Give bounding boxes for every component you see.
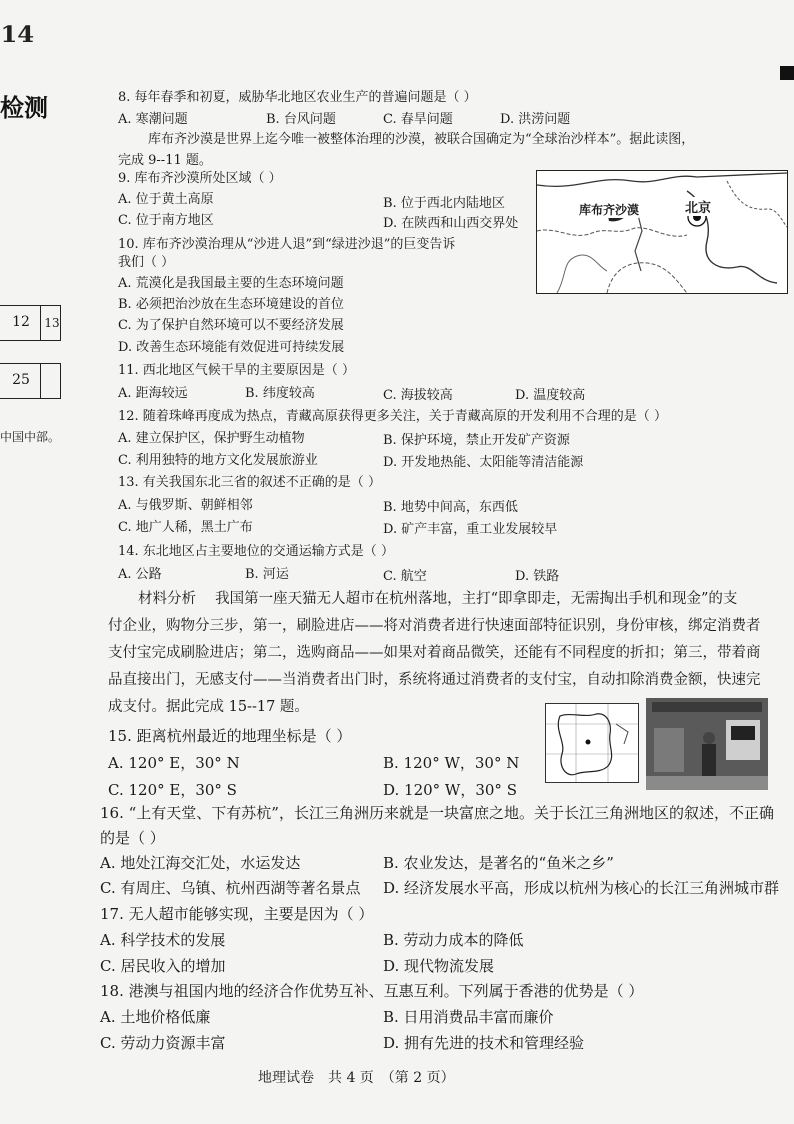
q12-option-c: C. 利用独特的地方文化发展旅游业 [118,453,318,468]
unmanned-supermarket-photo [646,698,768,790]
q17-option-c: C. 居民收入的增加 [100,957,226,975]
q12-option-a: A. 建立保护区，保护野生动植物 [118,431,305,446]
q8-option-b: B. 台风问题 [266,112,336,127]
desert-location-map [536,170,788,294]
intro-9-11-line2: 完成 9--11 题。 [118,153,212,168]
q11-option-b: B. 纬度较高 [245,386,315,401]
q14-option-d: D. 铁路 [515,569,560,584]
question-16-stem-line2: 的是（ ） [100,829,165,847]
page-footer: 地理试卷 共 4 页 （第 2 页） [258,1070,455,1086]
question-8-stem: 8. 每年春季和初夏，威胁华北地区农业生产的普遍问题是（ ） [118,90,477,105]
q10-option-a: A. 荒漠化是我国最主要的生态环境问题 [118,276,344,291]
q18-option-a: A. 土地价格低廉 [100,1008,211,1026]
question-10-stem-line1: 10. 库布齐沙漠治理从“沙进人退”到“绿进沙退”的巨变告诉 [118,237,456,252]
hangzhou-map [545,703,639,783]
q9-option-d: D. 在陕西和山西交界处 [383,216,519,231]
q8-option-a: A. 寒潮问题 [118,112,188,127]
q15-option-a: A. 120° E，30° N [108,754,240,772]
q13-option-b: B. 地势中间高，东西低 [383,500,518,515]
question-16-stem-line1: 16. “上有天堂、下有苏杭”，长江三角洲历来就是一块富庶之地。关于长江三角洲地区的叙述，不正确 [100,804,774,822]
material-line-1: 材料分析 我国第一座天猫无人超市在杭州落地，主打“即拿即走，无需掏出手机和现金”的支 [138,591,738,607]
map-label-beijing: 北京 [685,197,711,216]
q16-option-b: B. 农业发达，是著名的“鱼米之乡” [383,854,614,872]
q12-option-d: D. 开发地热能、太阳能等清洁能源 [383,455,584,470]
q16-option-a: A. 地处江海交汇处，水运发达 [100,854,301,872]
q11-option-d: D. 温度较高 [515,388,586,403]
q9-option-c: C. 位于南方地区 [118,213,214,228]
question-18-stem: 18. 港澳与祖国内地的经济合作优势互补、互惠互利。下列属于香港的优势是（ ） [100,982,644,1000]
q16-option-c: C. 有周庄、乌镇、杭州西湖等著名景点 [100,879,361,897]
fragment-cell: 25 [12,372,30,388]
q18-option-c: C. 劳动力资源丰富 [100,1034,226,1052]
q14-option-a: A. 公路 [118,567,162,582]
question-17-stem: 17. 无人超市能够实现，主要是因为（ ） [100,905,374,923]
q13-option-c: C. 地广人稀，黑土广布 [118,520,253,535]
material-line-3: 支付宝完成刷脸进店；第二，选购商品——如果对着商品微笑，还能有不同程度的折扣；第三，带着商 [108,645,761,661]
q9-option-b: B. 位于西北内陆地区 [383,196,505,211]
material-line-4: 品直接出门，无感支付——当消费者出门时，系统将通过消费者的支付宝，自动扣除消费金额，快速完 [108,672,761,688]
question-9-stem: 9. 库布齐沙漠所处区域（ ） [118,171,282,186]
page-fragment-title: 检测 [0,93,48,122]
material-line-2: 付企业，购物分三步，第一，刷脸进店——将对消费者进行快速面部特征识别，身份审核，绑定消费者 [108,618,761,634]
q18-option-b: B. 日用消费品丰富而廉价 [383,1008,554,1026]
q12-option-b: B. 保护环境，禁止开发矿产资源 [383,433,570,448]
q10-option-b: B. 必须把治沙放在生态环境建设的首位 [118,297,344,312]
fragment-row [0,363,61,399]
q17-option-d: D. 现代物流发展 [383,957,495,975]
question-10-stem-line2: 我们（ ） [118,255,175,270]
q11-option-c: C. 海拔较高 [383,388,453,403]
edge-mark [780,66,794,80]
fragment-cell [40,364,63,398]
material-line-5: 成支付。据此完成 15--17 题。 [108,699,309,715]
q8-option-c: C. 春旱问题 [383,112,453,127]
question-13-stem: 13. 有关我国东北三省的叙述不正确的是（ ） [118,475,381,490]
intro-9-11-line1: 库布齐沙漠是世界上迄今唯一被整体治理的沙漠，被联合国确定为“全球治沙样本”。据此读图， [148,132,695,147]
question-15-stem: 15. 距离杭州最近的地理坐标是（ ） [108,727,352,745]
q17-option-b: B. 劳动力成本的降低 [383,931,524,949]
fragment-table [0,305,64,417]
q9-option-a: A. 位于黄土高原 [118,192,214,207]
question-14-stem: 14. 东北地区占主要地位的交通运输方式是（ ） [118,544,394,559]
q14-option-c: C. 航空 [383,569,427,584]
fragment-cell: 12 [12,314,30,330]
q13-option-d: D. 矿产丰富，重工业发展较早 [383,522,558,537]
map-drawing [537,171,787,293]
q15-option-d: D. 120° W，30° S [383,781,517,799]
q15-option-b: B. 120° W，30° N [383,754,520,772]
q10-option-c: C. 为了保护自然环境可以不要经济发展 [118,318,344,333]
q13-option-a: A. 与俄罗斯、朝鲜相邻 [118,498,253,513]
q8-option-d: D. 洪涝问题 [500,112,571,127]
q18-option-d: D. 拥有先进的技术和管理经验 [383,1034,585,1052]
map-label-desert: 库布齐沙漠 [579,203,640,217]
q11-option-a: A. 距海较远 [118,386,188,401]
hangzhou-map-drawing [546,704,638,782]
q14-option-b: B. 河运 [245,567,289,582]
photo-drawing [646,698,768,790]
fragment-row [0,305,61,341]
q10-option-d: D. 改善生态环境能有效促进可持续发展 [118,340,345,355]
question-11-stem: 11. 西北地区气候干旱的主要原因是（ ） [118,363,355,378]
page-fragment-top: 14 [0,22,35,48]
question-12-stem: 12. 随着珠峰再度成为热点，青藏高原获得更多关注，关于青藏高原的开发利用不合理的是（ ） [118,409,667,424]
q17-option-a: A. 科学技术的发展 [100,931,226,949]
q15-option-c: C. 120° E，30° S [108,781,237,799]
q16-option-d: D. 经济发展水平高，形成以杭州为核心的长江三角洲城市群 [383,879,780,897]
fragment-note: 中国中部。 [0,430,61,444]
fragment-cell: 13 [40,306,63,340]
